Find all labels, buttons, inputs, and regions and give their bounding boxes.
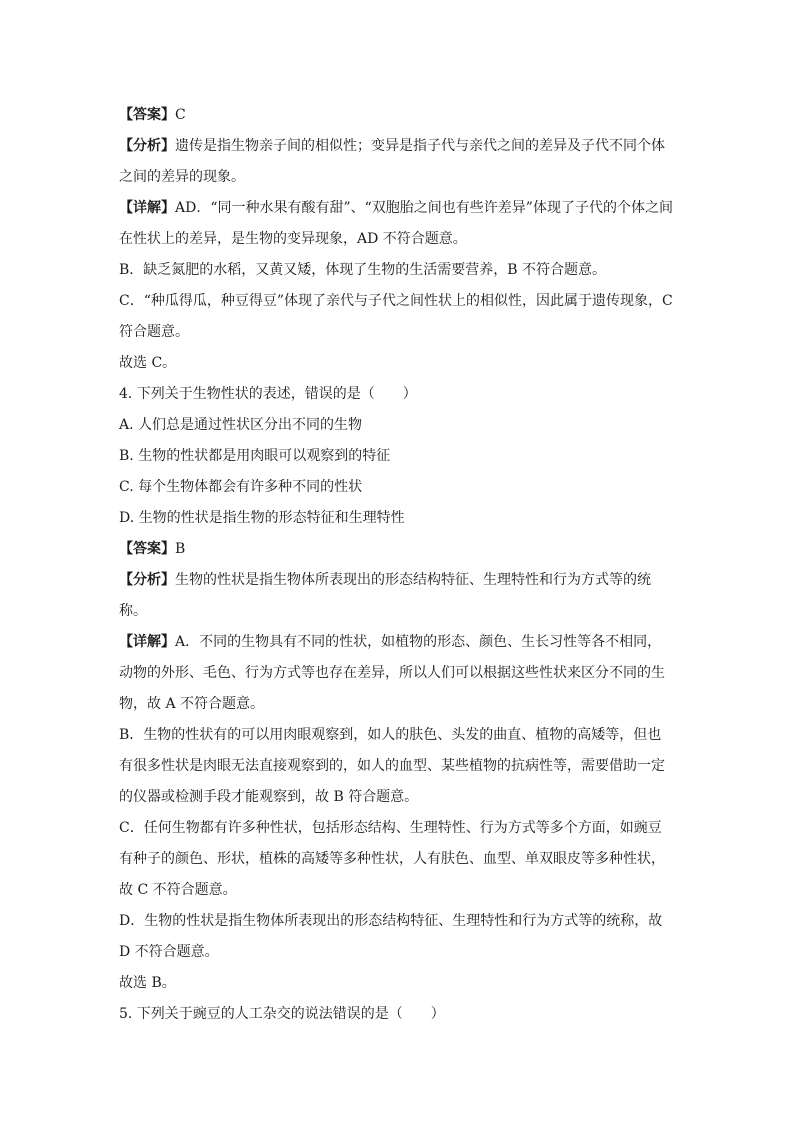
q4-answer-line [119, 534, 679, 565]
line-text: 物，故 A 不符合题意。 [119, 696, 265, 712]
q4-option-c-line [119, 472, 679, 503]
q3-detail-block [119, 193, 679, 255]
line-text: AD．“同一种水果有酸有甜”、“双胞胎之间也有些许差异”体现了子代的个体之间 [175, 200, 673, 216]
q5-stem-line [119, 999, 679, 1030]
q4-conclusion-line [119, 968, 679, 999]
q4-detail-a-block [119, 627, 679, 720]
q4-detail-c-block [119, 813, 679, 906]
line-text: C．任何生物都有许多种性状，包括形态结构、生理特性、行为方式等多个方面，如豌豆 [119, 820, 662, 836]
q4-detail-d-block [119, 906, 679, 968]
line-text: B. 生物的性状都是用肉眼可以观察到的特征 [119, 448, 391, 464]
section-tag: 【分析】 [119, 138, 175, 154]
line-text: 5. 下列关于豌豆的人工杂交的说法错误的是（ ） [119, 1006, 445, 1022]
line-text: 遗传是指生物亲子间的相似性；变异是指子代与亲代之间的差异及子代不同个体 [175, 138, 665, 154]
line-text: 4. 下列关于生物性状的表述，错误的是（ ） [119, 386, 417, 402]
line-text: D 不符合题意。 [119, 944, 219, 960]
section-tag: 【答案】 [119, 107, 175, 123]
q4-option-d-line [119, 503, 679, 534]
q4-option-b-line [119, 441, 679, 472]
q4-analysis-line [119, 596, 679, 627]
q4-option-d-block [119, 503, 679, 534]
line-text: D. 生物的性状是指生物的形态特征和生理特性 [119, 510, 405, 526]
q4-detail-b-line [119, 782, 679, 813]
q4-stem-line [119, 379, 679, 410]
line-text: 故选 C。 [119, 355, 177, 371]
q4-detail-b-block [119, 720, 679, 813]
line-text: 生物的性状是指生物体所表现出的形态结构特征、生理特性和行为方式等的统 [175, 572, 651, 588]
section-tag: 【分析】 [119, 572, 175, 588]
q3-detail-line [119, 193, 679, 224]
line-text: A．不同的生物具有不同的性状，如植物的形态、颜色、生长习性等各不相同， [175, 634, 662, 650]
line-text: 故选 B。 [119, 975, 176, 991]
line-text: A. 人们总是通过性状区分出不同的生物 [119, 417, 363, 433]
line-text: 符合题意。 [119, 324, 189, 340]
line-text: 称。 [119, 603, 147, 619]
q4-analysis-block [119, 565, 679, 627]
line-text: 之间的差异的现象。 [119, 169, 245, 185]
line-text: B [175, 541, 186, 557]
line-text: 故 C 不符合题意。 [119, 882, 237, 898]
q3-detail-b-line [119, 255, 679, 286]
line-text: C. 每个生物体都会有许多种不同的性状 [119, 479, 363, 495]
q4-detail-d-line [119, 937, 679, 968]
line-text: 的仪器或检测手段才能观察到，故 B 符合题意。 [119, 789, 419, 805]
q3-analysis-line [119, 131, 679, 162]
q3-analysis-line [119, 162, 679, 193]
section-tag: 【详解】 [119, 634, 175, 650]
line-text: 在性状上的差异，是生物的变异现象，AD 不符合题意。 [119, 231, 467, 247]
q4-detail-a-line [119, 627, 679, 658]
q4-option-a-block [119, 410, 679, 441]
q4-detail-c-line [119, 813, 679, 844]
q4-detail-b-line [119, 751, 679, 782]
q4-conclusion-block [119, 968, 679, 999]
q3-detail-b-block [119, 255, 679, 286]
q5-stem-block [119, 999, 679, 1030]
q4-option-c-block [119, 472, 679, 503]
q3-detail-c-block [119, 286, 679, 348]
q4-detail-a-line [119, 658, 679, 689]
q3-detail-line [119, 224, 679, 255]
line-text: 有种子的颜色、形状，植株的高矮等多种性状，人有肤色、血型、单双眼皮等多种性状， [119, 851, 665, 867]
page-content [119, 100, 679, 1030]
q3-detail-c-line [119, 317, 679, 348]
q3-analysis-block [119, 131, 679, 193]
q4-stem-block [119, 379, 679, 410]
q4-answer-block [119, 534, 679, 565]
line-text: B．缺乏氮肥的水稻，又黄又矮，体现了生物的生活需要营养，B 不符合题意。 [119, 262, 607, 278]
q3-answer-block [119, 100, 679, 131]
line-text: C．“种瓜得瓜，种豆得豆”体现了亲代与子代之间性状上的相似性，因此属于遗传现象，C [119, 293, 673, 309]
q3-answer-line [119, 100, 679, 131]
q3-conclusion-block [119, 348, 679, 379]
line-text: 动物的外形、毛色、行为方式等也存在差异，所以人们可以根据这些性状来区分不同的生 [119, 665, 665, 681]
line-text: C [175, 107, 186, 123]
q4-detail-d-line [119, 906, 679, 937]
section-tag: 【答案】 [119, 541, 175, 557]
q4-detail-c-line [119, 844, 679, 875]
q4-detail-b-line [119, 720, 679, 751]
line-text: D．生物的性状是指生物体所表现出的形态结构特征、生理特性和行为方式等的统称，故 [119, 913, 663, 929]
section-tag: 【详解】 [119, 200, 175, 216]
q4-detail-c-line [119, 875, 679, 906]
q3-detail-c-line [119, 286, 679, 317]
q4-analysis-line [119, 565, 679, 596]
q4-option-a-line [119, 410, 679, 441]
q4-option-b-block [119, 441, 679, 472]
q4-detail-a-line [119, 689, 679, 720]
line-text: B．生物的性状有的可以用肉眼观察到，如人的肤色、头发的曲直、植物的高矮等，但也 [119, 727, 662, 743]
line-text: 有很多性状是肉眼无法直接观察到的，如人的血型、某些植物的抗病性等，需要借助一定 [119, 758, 665, 774]
q3-conclusion-line [119, 348, 679, 379]
